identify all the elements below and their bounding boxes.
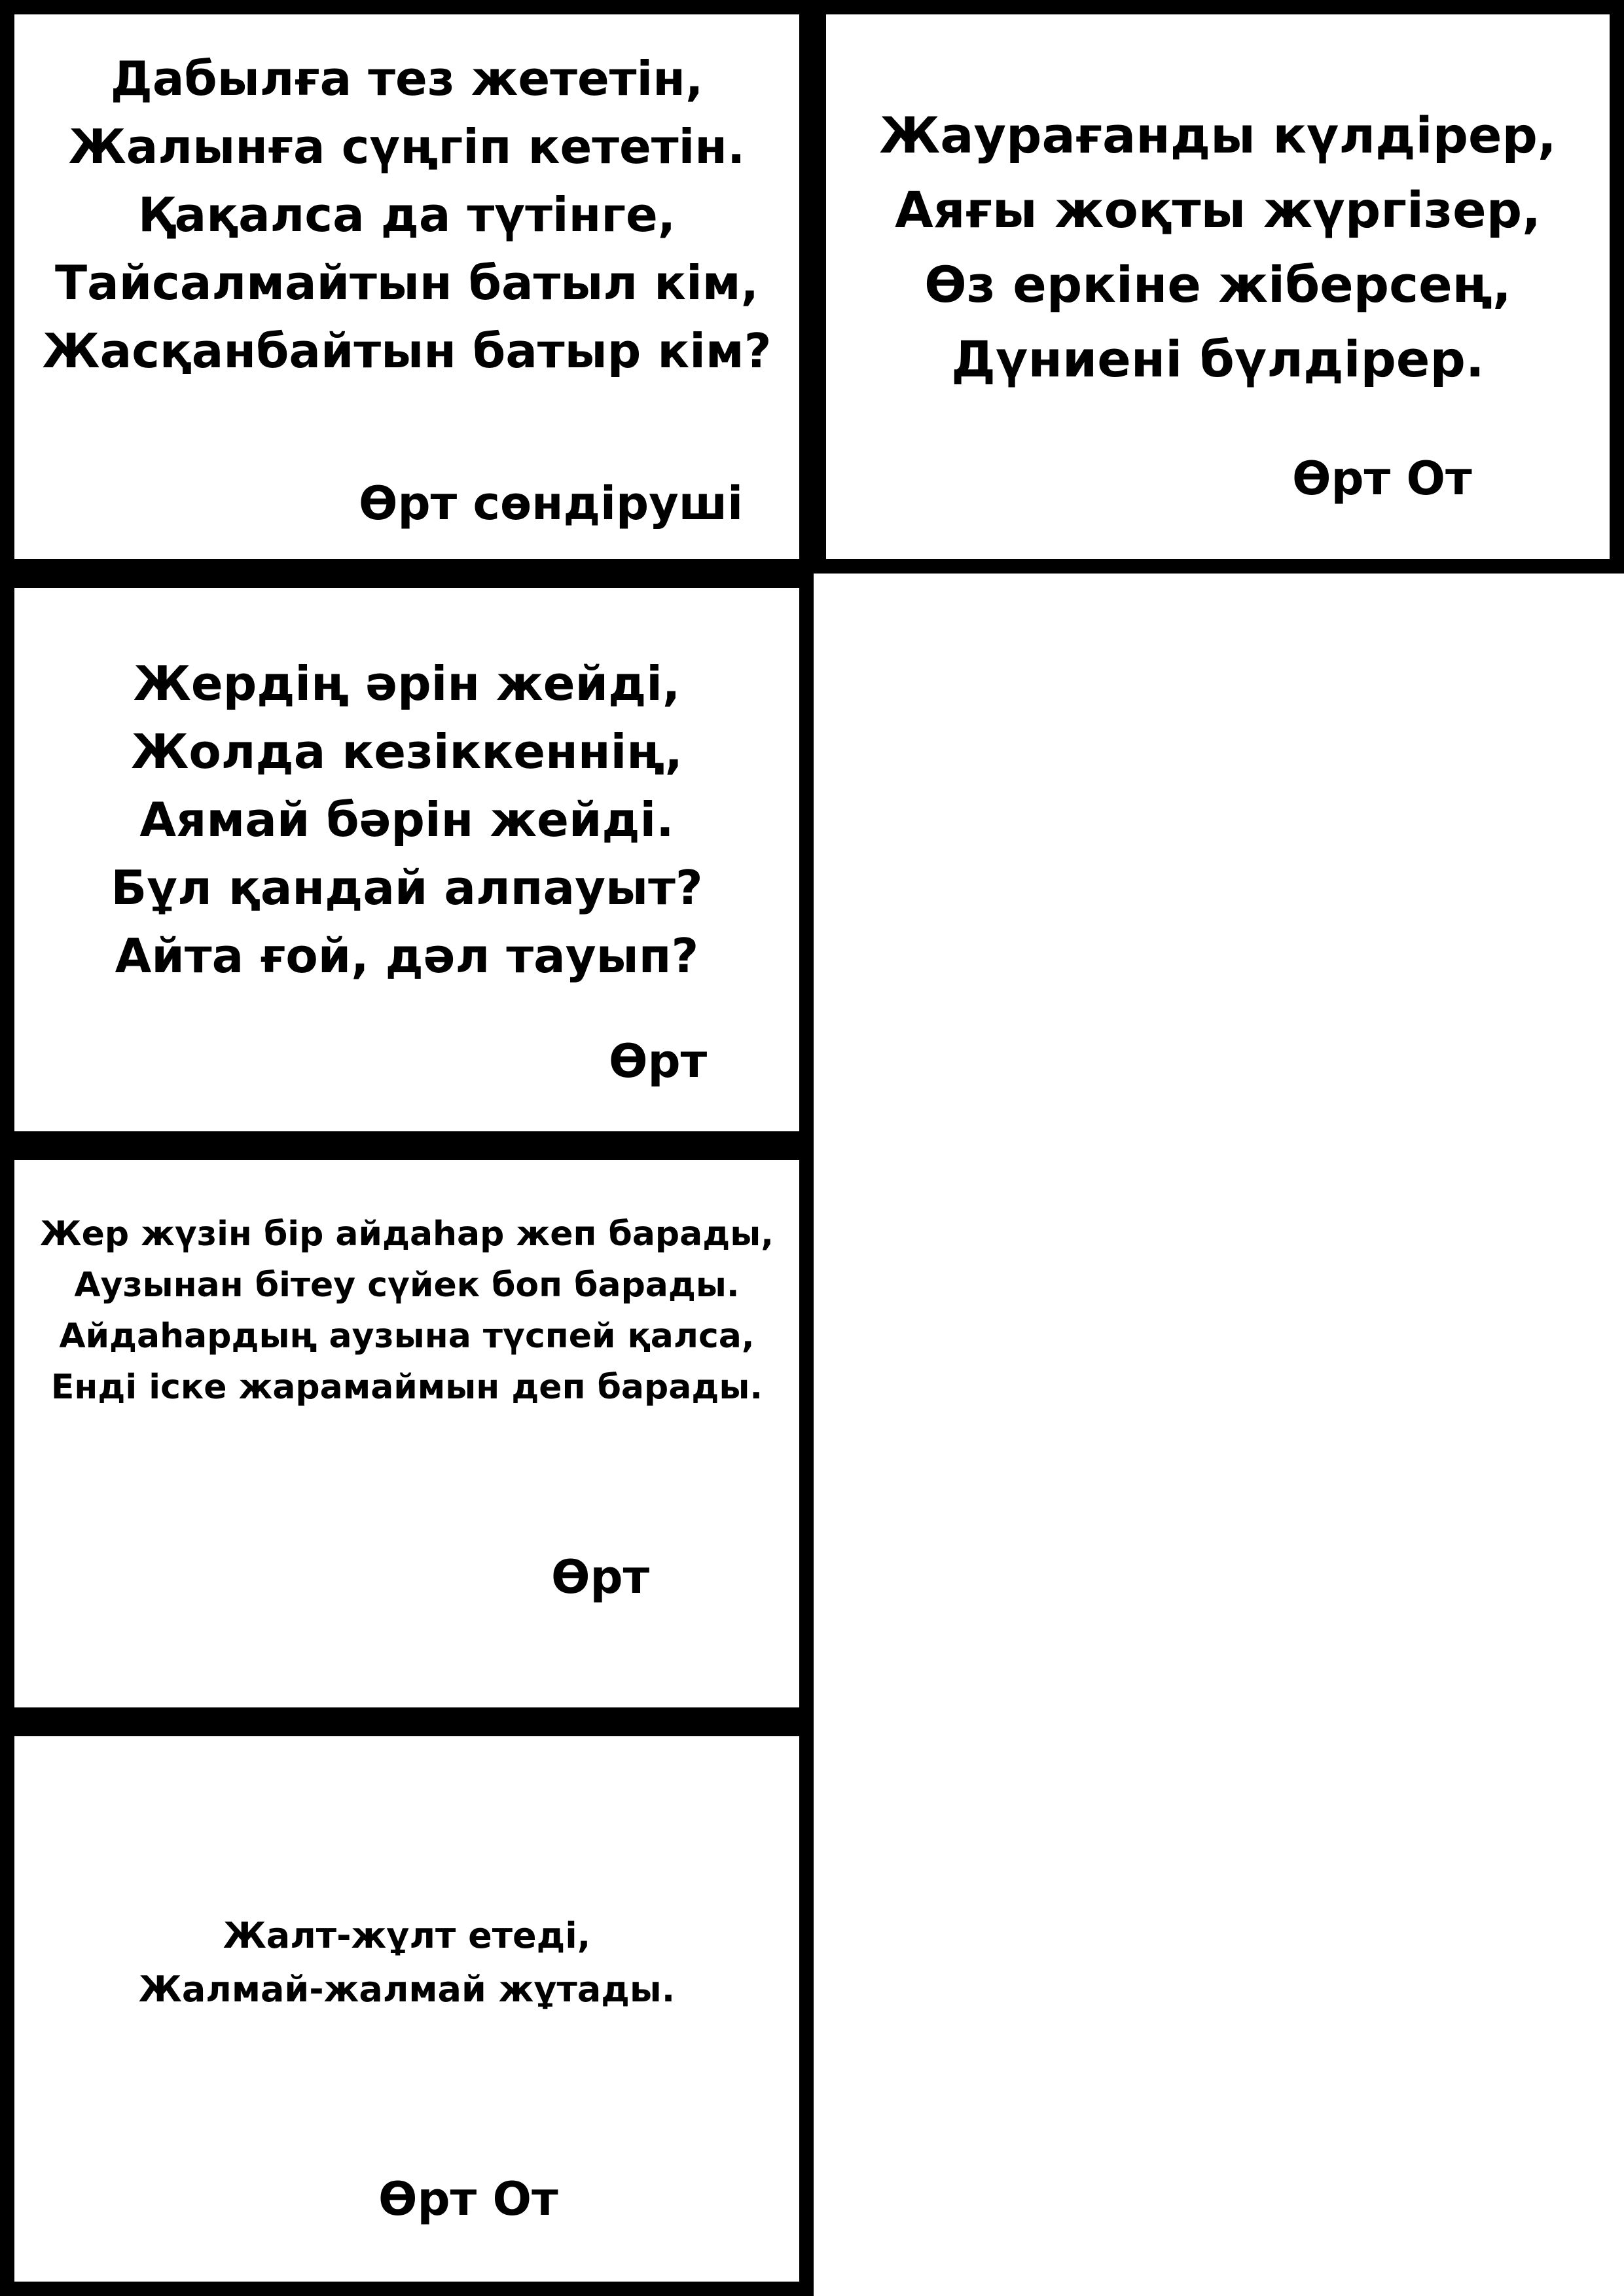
riddle-answer: Өрт: [551, 1550, 650, 1604]
poem-line: Аямай бәрін жейді.: [139, 792, 674, 847]
riddle-answer: Өрт От: [378, 2172, 558, 2226]
poem-line: Өз еркіне жіберсең,: [924, 255, 1511, 314]
poem-line: Тайсалмайтын батыл кім,: [55, 255, 759, 310]
poem-line: Бұл қандай алпауыт?: [111, 860, 703, 915]
riddle-card-1: [0, 0, 814, 574]
riddle-card-2: [812, 0, 1624, 574]
poem-line: Жалт-жұлт етеді,: [223, 1915, 591, 1956]
poem-line: Жалынға сүңгіп кететін.: [68, 119, 746, 174]
poem-line: Айта ғой, дәл тауып?: [115, 928, 699, 983]
poem-line: Жалмай-жалмай жұтады.: [138, 1969, 676, 2010]
poem-line: Дүниені бүлдірер.: [951, 330, 1485, 388]
poem-line: Жасқанбайтын батыр кім?: [42, 323, 772, 378]
poem-line: Енді іске жарамаймын деп барады.: [50, 1368, 763, 1407]
riddle-poem: [14, 45, 799, 385]
riddle-poem: [14, 649, 799, 990]
poem-line: Жолда кезіккеннің,: [131, 724, 683, 779]
poem-line: Айдаһардың аузына түспей қалса,: [59, 1317, 755, 1356]
poem-line: Дабылға тез жететін,: [110, 51, 704, 106]
poem-line: Аузынан бітеу сүйек боп барады.: [74, 1266, 740, 1305]
riddle-card-3: [0, 574, 814, 1146]
riddle-card-4: [0, 1146, 814, 1722]
riddle-answer: Өрт От: [1292, 452, 1472, 505]
riddle-poem: [14, 1209, 799, 1413]
riddle-card-5: [0, 1722, 814, 2296]
poem-line: Жер жүзін бір айдаһар жеп барады,: [40, 1214, 774, 1254]
riddle-answer: Өрт сөндіруші: [359, 477, 744, 530]
riddle-answer: Өрт: [609, 1034, 708, 1088]
poem-line: Қақалса да түтінге,: [137, 187, 676, 242]
poem-line: Жердің әрін жейді,: [133, 656, 681, 711]
poem-line: Жаурағанды күлдірер,: [879, 106, 1557, 164]
riddle-poem: [14, 1909, 799, 2016]
poem-line: Аяғы жоқты жүргізер,: [894, 181, 1542, 239]
riddle-poem: [826, 98, 1610, 397]
